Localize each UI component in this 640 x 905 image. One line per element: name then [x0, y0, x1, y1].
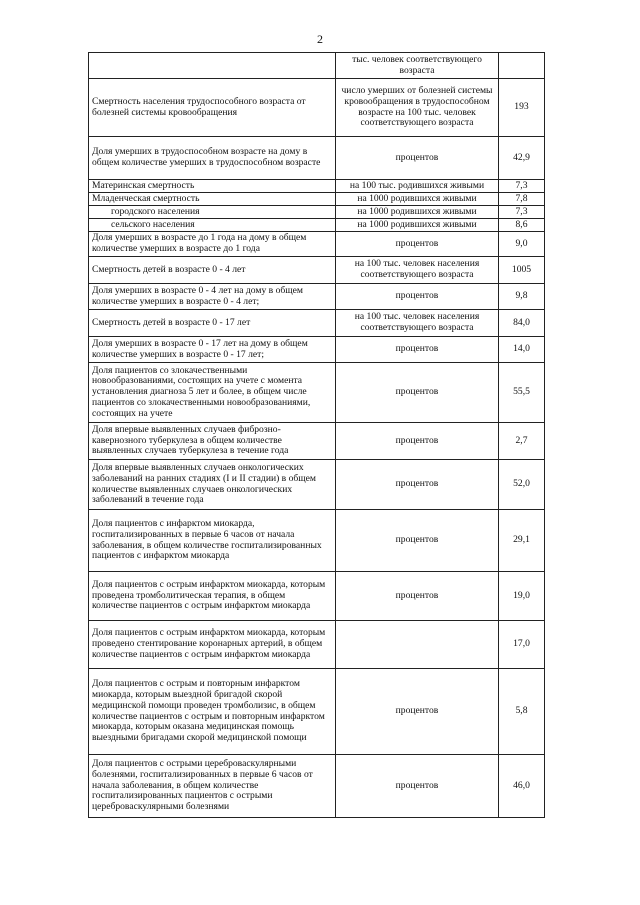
- indicator-cell: Доля впервые выявленных случаев фиброзно-кавернозного туберкулеза в общем количестве выявленных случаев туберкулеза в течение года: [89, 423, 336, 460]
- value-cell: 7,3: [499, 206, 545, 219]
- unit-cell: процентов: [336, 510, 499, 572]
- value-cell: 17,0: [499, 621, 545, 669]
- value-cell: 19,0: [499, 572, 545, 621]
- indicator-cell: Доля пациентов с инфарктом миокарда, госпитализированных в первые 6 часов от начала заболевания, в общем количестве госпитализированных пациентов с инфарктом миокарда: [89, 510, 336, 572]
- value-cell: 29,1: [499, 510, 545, 572]
- indicator-cell: Доля пациентов с острым инфарктом миокарда, которым проведена тромболитическая терапия, в общем количестве пациентов с острым инфарктом миокарда: [89, 572, 336, 621]
- table-row: [89, 423, 545, 460]
- indicator-cell: [89, 53, 336, 79]
- value-cell: 46,0: [499, 755, 545, 818]
- unit-cell: процентов: [336, 363, 499, 423]
- table-row: [89, 137, 545, 180]
- unit-cell: процентов: [336, 137, 499, 180]
- table-row: [89, 363, 545, 423]
- table-row: [89, 180, 545, 193]
- indicator-cell: Доля пациентов с острым инфарктом миокарда, которым проведено стентирование коронарных артерий, в общем количестве пациентов с острым инфарктом миокарда: [89, 621, 336, 669]
- value-cell: 55,5: [499, 363, 545, 423]
- table-row: [89, 193, 545, 206]
- table-row: [89, 669, 545, 755]
- unit-cell: на 100 тыс. человек населения соответствующего возраста: [336, 257, 499, 284]
- table-row: [89, 621, 545, 669]
- unit-cell: на 1000 родившихся живыми: [336, 206, 499, 219]
- indicator-cell: Доля пациентов с острым и повторным инфарктом миокарда, которым выездной бригадой скорой медицинской помощи проведен тромболизис, в общем количестве пациентов с острым и повторным инфарктом миокарда, которым оказана медицинская помощь выездными бригадами скорой медицинской помощи: [89, 669, 336, 755]
- unit-cell: на 1000 родившихся живыми: [336, 193, 499, 206]
- value-cell: 193: [499, 79, 545, 137]
- unit-cell: число умерших от болезней системы кровообращения в трудоспособном возрасте на 100 тыс. человек соответствующего возраста: [336, 79, 499, 137]
- table-row: [89, 510, 545, 572]
- unit-cell: процентов: [336, 669, 499, 755]
- indicator-cell: Доля умерших в возрасте 0 - 17 лет на дому в общем количестве умерших в возрасте 0 - 17 лет;: [89, 337, 336, 363]
- indicator-cell: Доля пациентов с острыми цереброваскулярными болезнями, госпитализированных в первые 6 часов от начала заболевания, в общем количестве госпитализированных пациентов с острыми цереброваскулярными болезнями: [89, 755, 336, 818]
- indicator-cell: Доля пациентов со злокачественными новообразованиями, состоящих на учете с момента установления диагноза 5 лет и более, в общем числе пациентов со злокачественными новообразованиями, состоящих на учете: [89, 363, 336, 423]
- table-row: [89, 53, 545, 79]
- unit-cell: процентов: [336, 337, 499, 363]
- unit-cell: процентов: [336, 460, 499, 510]
- table-row: [89, 284, 545, 310]
- value-cell: 2,7: [499, 423, 545, 460]
- value-cell: 84,0: [499, 310, 545, 337]
- table-row: [89, 257, 545, 284]
- indicator-cell: Доля впервые выявленных случаев онкологических заболеваний на ранних стадиях (I и II стадии) в общем количестве выявленных случаев онкологических заболеваний в течение года: [89, 460, 336, 510]
- unit-cell: на 1000 родившихся живыми: [336, 219, 499, 232]
- unit-cell: процентов: [336, 755, 499, 818]
- value-cell: 14,0: [499, 337, 545, 363]
- unit-cell: на 100 тыс. родившихся живыми: [336, 180, 499, 193]
- indicator-cell: Доля умерших в трудоспособном возрасте на дому в общем количестве умерших в трудоспособном возрасте: [89, 137, 336, 180]
- value-cell: 7,3: [499, 180, 545, 193]
- indicator-cell: Смертность населения трудоспособного возраста от болезней системы кровообращения: [89, 79, 336, 137]
- indicator-cell: Смертность детей в возрасте 0 - 17 лет: [89, 310, 336, 337]
- unit-cell: [336, 621, 499, 669]
- unit-cell: на 100 тыс. человек населения соответствующего возраста: [336, 310, 499, 337]
- table-row: [89, 572, 545, 621]
- value-cell: 5,8: [499, 669, 545, 755]
- indicator-cell: сельского населения: [89, 219, 336, 232]
- table-row: [89, 206, 545, 219]
- value-cell: 9,8: [499, 284, 545, 310]
- value-cell: [499, 53, 545, 79]
- table-row: [89, 755, 545, 818]
- unit-cell: тыс. человек соответствующего возраста: [336, 53, 499, 79]
- value-cell: 9,0: [499, 232, 545, 257]
- unit-cell: процентов: [336, 284, 499, 310]
- value-cell: 8,6: [499, 219, 545, 232]
- value-cell: 52,0: [499, 460, 545, 510]
- indicator-cell: Младенческая смертность: [89, 193, 336, 206]
- table-row: [89, 460, 545, 510]
- indicator-cell: Доля умерших в возрасте до 1 года на дому в общем количестве умерших в возрасте до 1 года: [89, 232, 336, 257]
- unit-cell: процентов: [336, 572, 499, 621]
- value-cell: 7,8: [499, 193, 545, 206]
- value-cell: 1005: [499, 257, 545, 284]
- unit-cell: процентов: [336, 423, 499, 460]
- table-row: [89, 310, 545, 337]
- indicator-cell: Материнская смертность: [89, 180, 336, 193]
- table-row: [89, 219, 545, 232]
- indicator-cell: Смертность детей в возрасте 0 - 4 лет: [89, 257, 336, 284]
- table-row: [89, 79, 545, 137]
- indicator-cell: Доля умерших в возрасте 0 - 4 лет на дому в общем количестве умерших в возрасте 0 - 4 лет;: [89, 284, 336, 310]
- indicators-table: [88, 52, 545, 818]
- indicator-cell: городского населения: [89, 206, 336, 219]
- table-row: [89, 232, 545, 257]
- value-cell: 42,9: [499, 137, 545, 180]
- table-row: [89, 337, 545, 363]
- page-number: 2: [317, 32, 323, 46]
- unit-cell: процентов: [336, 232, 499, 257]
